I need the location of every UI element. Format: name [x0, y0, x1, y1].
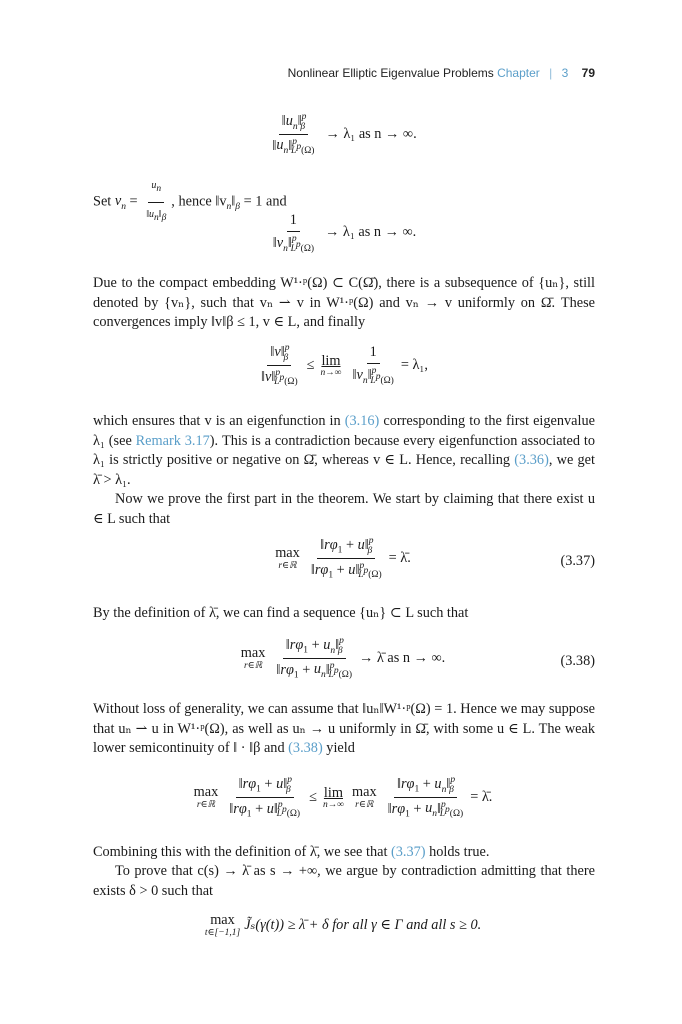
- paragraph-set: Set $v_n$ = $\frac{u_n}{‖u_n‖_\beta}$ , hence $‖v_n‖_\beta = 1$ and: [93, 176, 595, 228]
- equation-reciprocal: [0, 212, 682, 254]
- page-number: 79: [581, 66, 595, 80]
- header-separator: |: [549, 66, 553, 80]
- link-remark-3-17[interactable]: Remark 3.17: [135, 432, 210, 449]
- paragraph-combining: [93, 843, 595, 863]
- text-mid: , hence ‖v: [171, 193, 227, 210]
- equation-rhs: = λ₁,: [400, 356, 428, 373]
- equation-rhs: → λ̄ as n → ∞.: [358, 649, 446, 666]
- text: ). This is a contradiction because every eigenfunction associated to λ₁ is strictly positive or negative on Ω̄, whereas v ∈ L. Hence, recalling: [93, 432, 595, 468]
- fraction: $\frac{‖r\varphi_1 + u_n‖^p_\beta}{‖r\varphi_1 + u_n‖^p_{L^p(\Omega)}}$: [276, 636, 352, 681]
- equation-last: [0, 912, 682, 938]
- equation-liminf: $\frac{‖v‖^p_\beta}{‖v‖^p_{L^p(\Omega)}}$ ≤ lim n→∞ $\frac{1}{‖v_n‖^p_{L^p(\Omega)}}$ = λ₁,: [0, 343, 682, 387]
- link-eq-3-36[interactable]: (3.36): [514, 452, 549, 468]
- max-operator: max r∈ℝ: [193, 784, 219, 811]
- paragraph-claim: Now we prove the first part in the theorem. We start by claiming that there exist u ∈ L such that: [93, 491, 595, 527]
- paragraph-contradiction: To prove that c(s) → λ̄ as s → +∞, we argue by contradiction admitting that there exists δ > 0 such that: [93, 863, 595, 899]
- text: , we get λ̄ > λ₁.: [93, 452, 595, 488]
- max-operator: max r∈ℝ: [351, 784, 377, 811]
- fraction: $\frac{‖r\varphi_1 + u‖^p_\beta}{‖r\varphi_1 + u‖^p_{L^p(\Omega)}}$: [229, 775, 301, 820]
- text: Combining this with the definition of λ̄, we see that: [93, 844, 391, 860]
- max-operator: max t∈[−1,1]: [204, 912, 241, 938]
- fraction: $\frac{1}{‖v_n‖^p_{L^p(\Omega)}}$: [352, 344, 394, 386]
- paragraph-definition: By the definition of λ̄, we can find a sequence {uₙ} ⊂ L such that: [93, 605, 469, 621]
- fraction: $\frac{‖v‖^p_\beta}{‖v‖^p_{L^p(\Omega)}}$: [261, 343, 298, 388]
- paragraph-compact-embedding: Due to the compact embedding W¹·ᵖ(Ω) ⊂ C(Ω̄), there is a subsequence of {uₙ}, still denoted by {vₙ}, such that vₙ ⇀ v in W¹·ᵖ(Ω) and vₙ → v uniformly on Ω̄. These convergences imply ‖v‖β ≤ 1, v ∈ L, and finally: [93, 275, 595, 330]
- equation-rhs: → λ₁ as n → ∞.: [325, 224, 417, 241]
- max-subscript: t∈[−1,1]: [204, 928, 241, 938]
- max-operator: max r∈ℝ: [275, 545, 300, 572]
- equation-number-3-37: (3.37): [560, 553, 595, 569]
- paragraph-eigenfunction: [93, 412, 595, 490]
- header-title: Nonlinear Elliptic Eigenvalue Problems: [287, 66, 494, 80]
- liminf-operator: lim n→∞: [320, 352, 342, 378]
- equation-rhs: → λ₁ as n → ∞.: [325, 125, 417, 142]
- fraction: $\frac{‖r\varphi_1 + u‖^p_\beta}{‖r\varphi_1 + u‖^p_{L^p(\Omega)}}$: [310, 536, 382, 581]
- paragraph-generality: [93, 700, 595, 759]
- text: which ensures that v is an eigenfunction in: [93, 413, 345, 429]
- fraction: $\frac{‖u_n‖^p_\beta}{‖u_n‖^p_{L^p(\Omega)}}$: [272, 112, 315, 157]
- text: Without loss of generality, we can assume that ‖uₙ‖W¹·ᵖ(Ω) = 1. Hence we may suppose that uₙ ⇀ u in W¹·ᵖ(Ω), as well as uₙ → u uniformly in Ω̄, with some u ∈ L. The weak lower semicontinuity of ‖ · ‖β and: [93, 701, 595, 756]
- small-fraction: $\frac{u_n}{‖u_n‖_\beta}$: [143, 176, 169, 228]
- header-chapter-number: 3: [561, 66, 569, 80]
- text: holds true.: [425, 844, 490, 860]
- equation-number-3-38: (3.38): [560, 653, 595, 669]
- link-eq-3-16[interactable]: (3.16): [344, 413, 380, 429]
- link-eq-3-37[interactable]: (3.37): [391, 844, 426, 860]
- liminf-operator: lim n→∞: [322, 784, 344, 810]
- max-operator: max r∈ℝ: [240, 645, 266, 672]
- fraction: $\frac{1}{‖v_n‖^p_{L^p(\Omega)}}$: [272, 212, 315, 254]
- equation-rhs: = λ̄.: [470, 788, 493, 805]
- header-chapter-label: Chapter: [497, 66, 540, 80]
- equation-body: J̃ₛ(γ(t)) ≥ λ̄ + δ for all γ ∈ Γ and all s ≥ 0.: [244, 916, 482, 933]
- running-header: [0, 66, 595, 80]
- equation-semicontinuity: max r∈ℝ $\frac{‖r\varphi_1 + u‖^p_\beta}{‖r\varphi_1 + u‖^p_{L^p(\Omega)}}$ ≤ lim n→∞ max r∈ℝ $\frac{‖r\varphi_1 + u_n‖^p_\beta}{‖r\varphi_1 + u_n‖^p_{L^p(\Omega)}}$ = λ̄.: [193, 775, 493, 820]
- text: yield: [322, 740, 355, 756]
- link-eq-3-38[interactable]: (3.38): [288, 740, 323, 756]
- equation-rhs: = λ̄.: [388, 549, 411, 566]
- text-lead: Set: [93, 193, 112, 210]
- text-tail: = 1 and: [243, 193, 287, 210]
- fraction: $\frac{‖r\varphi_1 + u_n‖^p_\beta}{‖r\varphi_1 + u_n‖^p_{L^p(\Omega)}}$: [387, 775, 464, 820]
- equation-ratio: [0, 112, 682, 156]
- text: corresponding to the first eigenvalue λ₁ (see: [93, 413, 595, 449]
